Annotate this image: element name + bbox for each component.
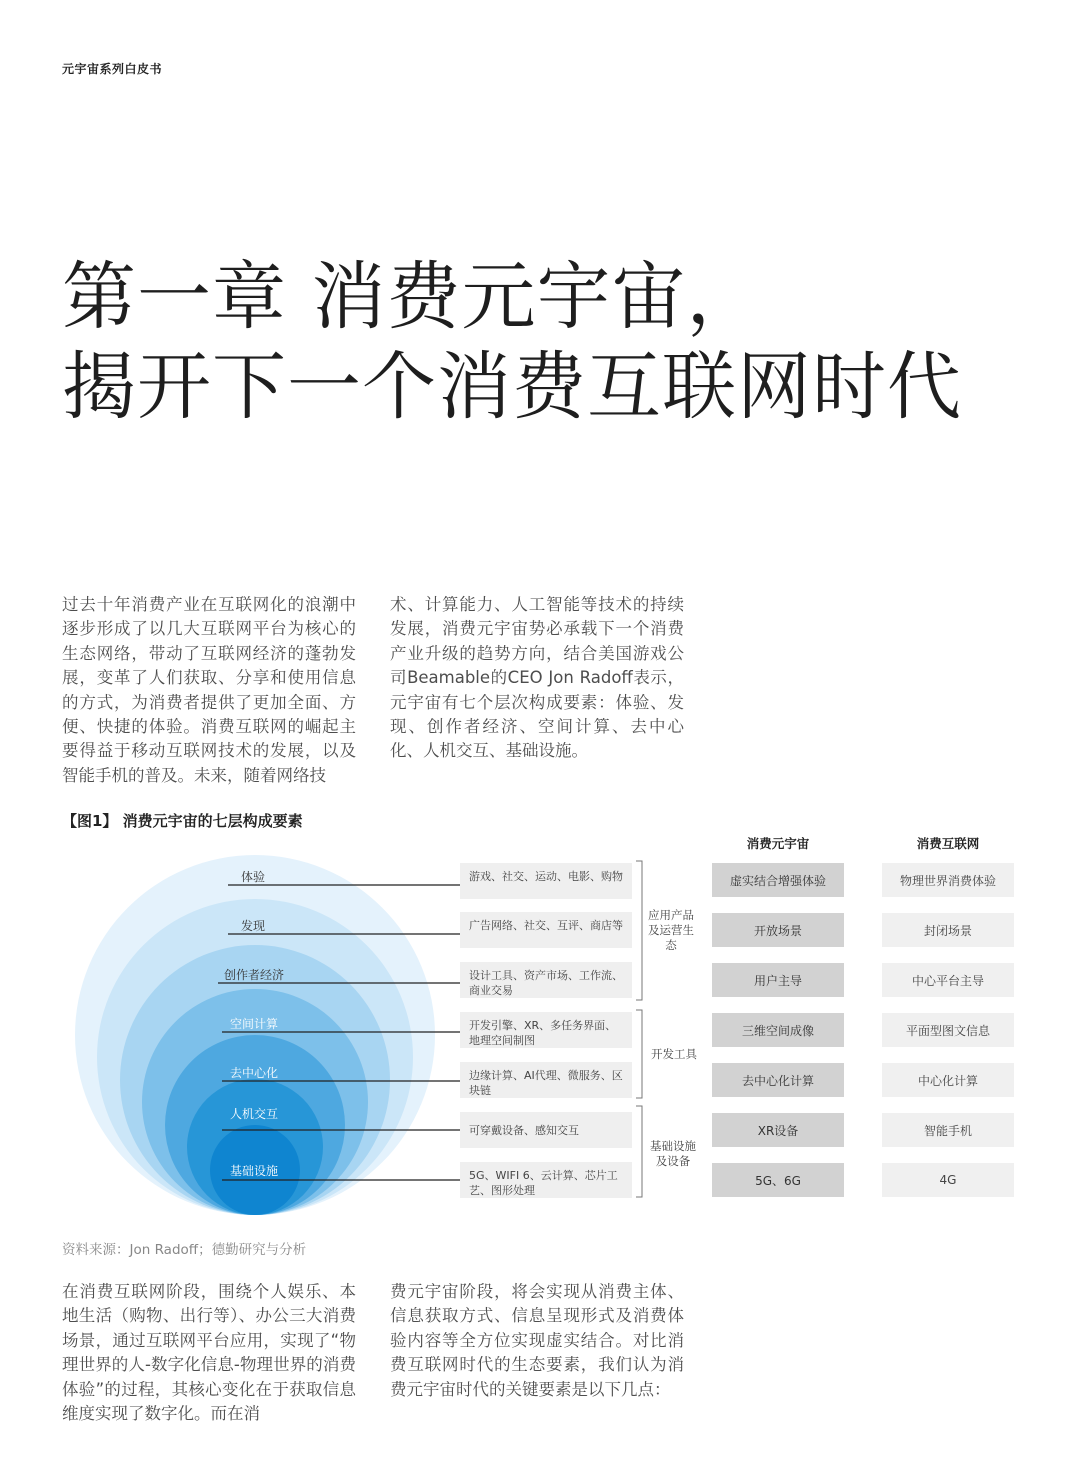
layer-desc-creator-economy: 设计工具、资产市场、工作流、商业交易 (460, 962, 632, 998)
metaverse-cell: 三维空间成像 (712, 1013, 844, 1047)
internet-cell: 智能手机 (882, 1113, 1014, 1147)
layer-label-creator-economy: 创作者经济 (224, 968, 285, 982)
body-paragraph-col2: 费元宇宙阶段，将会实现从消费主体、信息获取方式、信息呈现形式及消费体验内容等全方位实现虚实结合。对比消费互联网时代的生态要素，我们认为消费元宇宙时代的关键要素是以下几点： (390, 1282, 684, 1399)
metaverse-cell: 用户主导 (712, 963, 844, 997)
layer-desc-spatial-computing: 开发引擎、XR、多任务界面、地理空间制图 (460, 1012, 632, 1048)
chapter-title-line-2: 揭开下一个消费互联网时代 (62, 344, 962, 430)
layer-label-infrastructure: 基础设施 (230, 1164, 279, 1178)
figure-title: 【图1】 消费元宇宙的七层构成要素 (62, 812, 303, 830)
group-label-dev-tools: 开发工具 (651, 1047, 697, 1061)
metaverse-cell: 去中心化计算 (712, 1063, 844, 1097)
group-label-app-ecosystem: 应用产品及运营生态 (648, 908, 694, 952)
metaverse-cell: XR设备 (712, 1113, 844, 1147)
body-paragraph-col1: 在消费互联网阶段，围绕个人娱乐、本地生活（购物、出行等）、办公三大消费场景，通过互联网平台应用，实现了“物理世界的人-数字化信息-物理世界的消费体验”的过程，其核心变化在于获取信息维度实现了数字化。而在消 (62, 1282, 356, 1424)
internet-cell: 4G (882, 1163, 1014, 1197)
internet-cell: 物理世界消费体验 (882, 863, 1014, 897)
bracket-app-ecosystem (636, 861, 642, 1000)
bracket-infrastructure (636, 1106, 642, 1197)
layer-label-decentralization: 去中心化 (230, 1066, 279, 1080)
layer-desc-decentralization: 边缘计算、AI代理、微服务、区块链 (460, 1062, 632, 1098)
metaverse-cell: 5G、6G (712, 1163, 844, 1197)
layer-desc-infrastructure: 5G、WIFI 6、云计算、芯片工艺、图形处理 (460, 1162, 632, 1198)
figure-source: 资料来源：Jon Radoff；德勤研究与分析 (62, 1242, 307, 1258)
column-header-internet: 消费互联网 (916, 836, 980, 851)
bracket-dev-tools (636, 1010, 642, 1098)
layer-desc-discovery: 广告网络、社交、互评、商店等 (460, 912, 632, 948)
intro-paragraph-col1: 过去十年消费产业在互联网化的浪潮中逐步形成了以几大互联网平台为核心的生态网络，带动了互联网经济的蓬勃发展，变革了人们获取、分享和使用信息的方式，为消费者提供了更加全面、方便、快捷的体验。消费互联网的崛起主要得益于移动互联网技术的发展，以及智能手机的普及。未来，随着网络技 (62, 595, 356, 785)
metaverse-cell: 开放场景 (712, 913, 844, 947)
internet-cell: 平面型图文信息 (882, 1013, 1014, 1047)
metaverse-cell: 虚实结合增强体验 (712, 863, 844, 897)
internet-cell: 中心平台主导 (882, 963, 1014, 997)
layer-label-spatial-computing: 空间计算 (230, 1017, 279, 1031)
internet-cell: 封闭场景 (882, 913, 1014, 947)
concentric-rings (75, 855, 435, 1215)
group-brackets (636, 861, 642, 1197)
intro-paragraph-col2: 术、计算能力、人工智能等技术的持续发展，消费元宇宙势必承载下一个消费产业升级的趋势方向，结合美国游戏公司Beamable的CEO Jon Radoff表示，元宇宙有七个层次构成要素：体验、发现、创作者经济、空间计算、去中心化、人机交互、基础设施。 (390, 595, 684, 761)
layer-desc-hci: 可穿戴设备、感知交互 (460, 1112, 632, 1148)
layer-label-experience: 体验 (241, 870, 266, 884)
layer-desc-experience: 游戏、社交、运动、电影、购物 (460, 863, 632, 899)
column-header-metaverse: 消费元宇宙 (746, 836, 810, 851)
internet-cell: 中心化计算 (882, 1063, 1014, 1097)
chapter-title-line-1: 第一章 消费元宇宙， (62, 254, 762, 340)
document-header: 元宇宙系列白皮书 (62, 62, 163, 76)
group-label-infrastructure: 基础设施及设备 (650, 1139, 696, 1168)
layer-label-hci: 人机交互 (230, 1107, 279, 1121)
layer-label-discovery: 发现 (241, 919, 266, 933)
